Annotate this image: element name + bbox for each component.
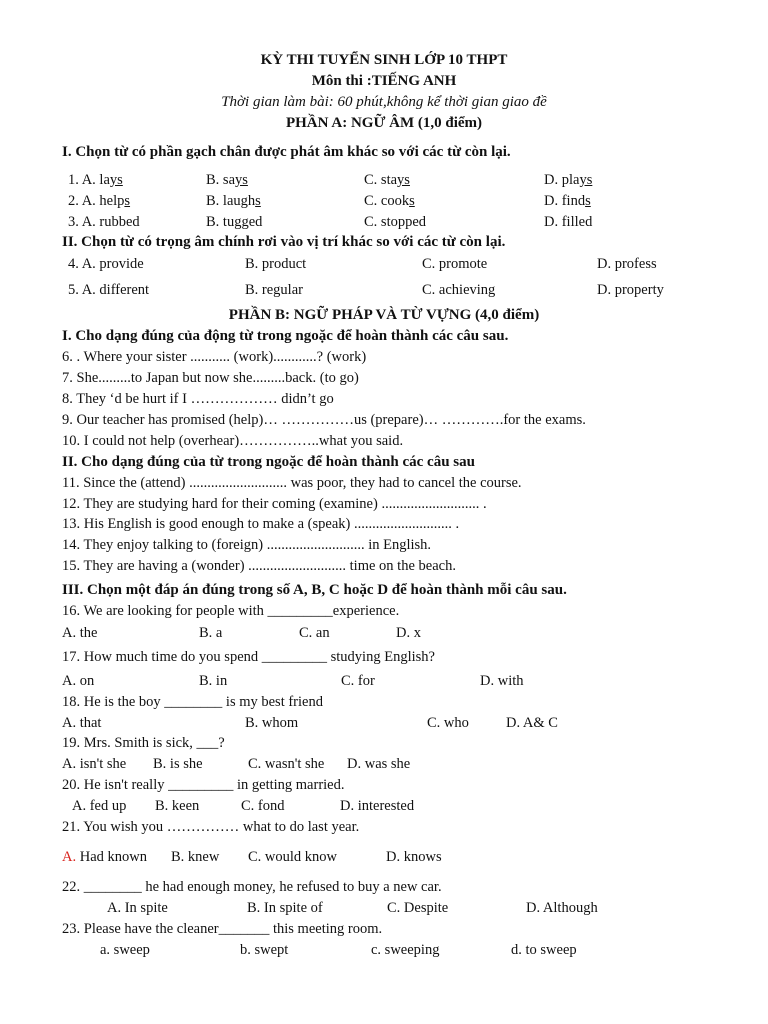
q21-option-a-letter: A. [62,849,77,865]
question-20: 20. He isn't really _________ in getting married. [62,777,345,793]
q23-option-d: d. to sweep [511,942,577,958]
question-14: 14. They enjoy talking to (foreign) ........................... in English. [62,537,432,553]
part-a-section-2: II. Chọn từ có trọng âm chính rơi vào vị trí khác so với các từ còn lại. [62,234,506,250]
q4-option-a: 4. A. provide [68,256,144,272]
q5-option-b: B. regular [245,282,303,298]
q17-option-b: B. in [199,673,228,689]
q4-option-d: D. profess [597,256,657,272]
question-21: 21. You wish you …………… what to do last year. [62,819,360,835]
q17-option-a: A. on [62,673,95,689]
question-12: 12. They are studying hard for their coming (examine) ........................... . [62,496,487,512]
question-15: 15. They are having a (wonder) ........................... time on the beach. [62,558,456,574]
q17-option-c: C. for [341,673,375,689]
q1-option-c: C. stays [364,172,410,188]
question-13: 13. His English is good enough to make a (speak) ........................... . [62,516,460,532]
q20-option-a: A. fed up [72,798,127,814]
question-11: 11. Since the (attend) ........................... was poor, they had to cancel the course. [62,475,522,491]
q4-option-b: B. product [245,256,307,272]
q21-option-a: A. Had known [62,849,147,865]
question-23: 23. Please have the cleaner_______ this meeting room. [62,921,383,937]
question-17: 17. How much time do you spend _________ studying English? [62,649,435,665]
q2-option-a: 2. A. helps [68,193,131,209]
q3-option-a: 3. A. rubbed [68,214,140,230]
part-a-title: PHẦN A: NGỮ ÂM (1,0 điểm) [285,115,483,131]
q3-option-c: C. stopped [364,214,427,230]
q21-option-d: D. knows [386,849,442,865]
q20-option-b: B. keen [155,798,200,814]
q17-option-d: D. with [480,673,524,689]
q22-option-a: A. In spite [107,900,168,916]
question-16: 16. We are looking for people with _________experience. [62,603,400,619]
exam-title: KỲ THI TUYỂN SINH LỚP 10 THPT [260,52,508,68]
part-a-section-1: I. Chọn từ có phần gạch chân được phát âm khác so với các từ còn lại. [62,144,511,160]
question-18: 18. He is the boy ________ is my best friend [62,694,323,710]
q18-option-a: A. that [62,715,102,731]
q18-option-d: D. A& C [506,715,558,731]
q3-option-b: B. tugged [206,214,263,230]
question-7: 7. She.........to Japan but now she.........back. (to go) [62,370,359,386]
q2-option-c: C. cooks [364,193,415,209]
q3-option-d: D. filled [544,214,593,230]
q5-option-a: 5. A. different [68,282,150,298]
q21-option-b: B. knew [171,849,220,865]
q21-option-c: C. would know [248,849,338,865]
part-b-section-3: III. Chọn một đáp án đúng trong số A, B, C hoặc D để hoàn thành mỗi câu sau. [62,582,567,598]
question-9: 9. Our teacher has promised (help)… ……………us (prepare)… ………….for the exams. [62,412,586,428]
q23-option-a: a. sweep [100,942,150,958]
q1-option-a: 1. A. lays [68,172,123,188]
q22-option-b: B. In spite of [247,900,323,916]
q20-option-d: D. interested [340,798,415,814]
question-10: 10. I could not help (overhear)……………..what you said. [62,433,404,449]
q2-option-b: B. laughs [206,193,261,209]
q4-option-c: C. promote [422,256,488,272]
question-19: 19. Mrs. Smith is sick, ___? [62,735,225,751]
q23-option-b: b. swept [240,942,289,958]
q23-option-c: c. sweeping [371,942,440,958]
q2-option-d: D. finds [544,193,591,209]
q5-option-d: D. property [597,282,664,298]
q1-option-d: D. plays [544,172,593,188]
q16-option-a: A. the [62,625,98,641]
q16-option-d: D. x [396,625,421,641]
q19-option-d: D. was she [347,756,411,772]
q19-option-b: B. is she [153,756,203,772]
part-b-section-1: I. Cho dạng đúng của động từ trong ngoặc để hoàn thành các câu sau. [62,328,509,344]
part-b-section-2: II. Cho dạng đúng của từ trong ngoặc để hoàn thành các câu sau [62,454,475,470]
exam-time: Thời gian làm bài: 60 phút,không kể thời gian giao đề [221,94,547,110]
q18-option-b: B. whom [245,715,299,731]
question-8: 8. They ‘d be hurt if I ……………… didn’t go [62,391,334,407]
exam-subject: Môn thi :TIẾNG ANH [311,73,457,89]
q22-option-d: D. Although [526,900,598,916]
q1-option-b: B. says [206,172,248,188]
question-6: 6. . Where your sister ........... (work)............? (work) [62,349,367,365]
q16-option-b: B. a [199,625,223,641]
q19-option-c: C. wasn't she [248,756,325,772]
q22-option-c: C. Despite [387,900,449,916]
q16-option-c: C. an [299,625,330,641]
part-b-title: PHẦN B: NGỮ PHÁP VÀ TỪ VỰNG (4,0 điểm) [228,307,540,323]
q20-option-c: C. fond [241,798,285,814]
q5-option-c: C. achieving [422,282,496,298]
q18-option-c: C. who [427,715,469,731]
q19-option-a: A. isn't she [62,756,127,772]
question-22: 22. ________ he had enough money, he refused to buy a new car. [62,879,442,895]
